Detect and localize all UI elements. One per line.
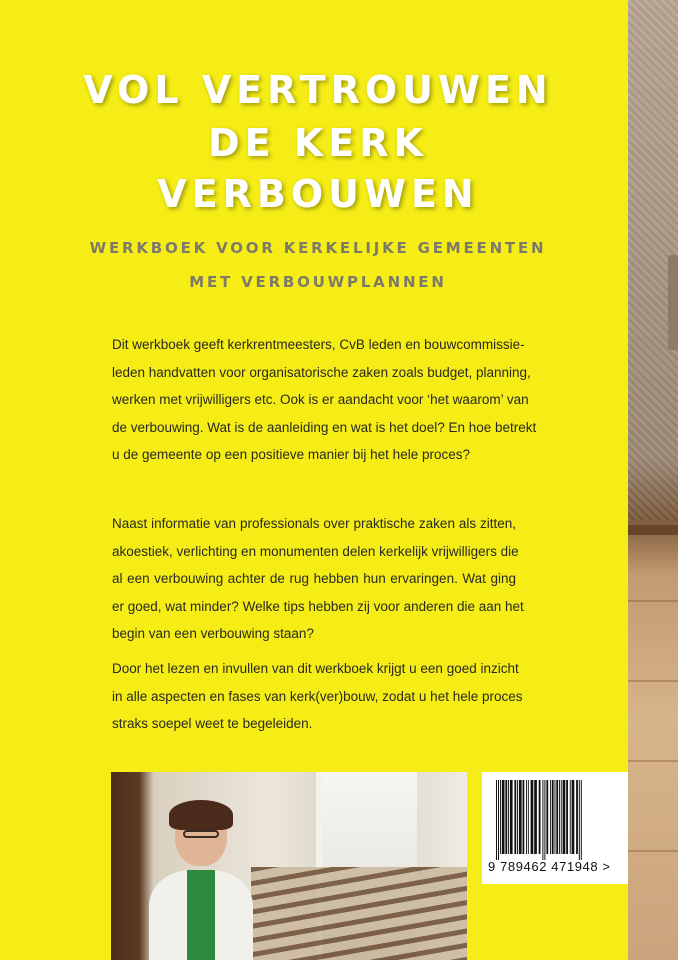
title-line-1: VOL VERTROUWEN <box>83 68 553 112</box>
title-line-3: VERBOUWEN <box>157 172 479 216</box>
barcode-bar <box>519 780 522 854</box>
barcode-bar <box>539 780 541 854</box>
text-line: er goed, wat minder? Welke tips hebben zij voor anderen die aan het <box>112 598 524 614</box>
text-line: leden handvatten voor organisatorische zaken zoals budget, planning, <box>112 364 531 380</box>
author-photo <box>111 772 467 960</box>
barcode-bars <box>494 780 616 860</box>
text-line: de verbouwing. Wat is de aanleiding en wat is het doel? En hoe betrekt <box>112 419 537 435</box>
barcode-bar <box>563 780 566 854</box>
barcode-bar <box>496 780 497 860</box>
barcode-bar <box>517 780 518 854</box>
text-line: straks soepel weet te begeleiden. <box>112 716 313 731</box>
author-figure <box>149 800 253 960</box>
barcode-bar <box>526 780 527 854</box>
text-line: al een verbouwing achter de rug hebben hun ervaringen. Wat ging <box>112 571 516 586</box>
barcode-bar <box>534 780 537 854</box>
barcode-bar <box>542 780 543 860</box>
barcode-bar <box>559 780 560 854</box>
isbn-digits: 9 789462 471948 > <box>488 859 611 874</box>
barcode-bar <box>500 780 501 854</box>
church-interior-photo <box>628 0 678 960</box>
barcode-bar <box>546 780 548 854</box>
text-line: in alle aspecten en fases van kerk(ver)bouw, zodat u het hele proces <box>112 688 523 704</box>
barcode-bar <box>576 780 578 854</box>
barcode-bar <box>523 780 525 854</box>
barcode-bar <box>556 780 558 854</box>
subtitle-line-2: MET VERBOUWPLANNEN <box>189 273 447 291</box>
barcode-bar <box>502 780 505 854</box>
barcode-bar <box>531 780 534 854</box>
text-line: u de gemeente op een positieve manier bij het hele proces? <box>112 447 470 462</box>
text-line: Door het lezen en invullen van dit werkboek krijgt u een goed inzicht <box>112 661 519 676</box>
barcode-bar <box>544 780 545 860</box>
isbn-barcode <box>482 772 628 884</box>
barcode-bar <box>498 780 499 860</box>
barcode-bar <box>566 780 568 854</box>
barcode-bar <box>570 780 571 854</box>
barcode-bar <box>581 780 582 860</box>
paragraph-professionals <box>112 510 524 648</box>
subtitle-line-1: WERKBOEK VOOR KERKELIJKE GEMEENTEN <box>89 239 547 257</box>
title-line-2: DE KERK <box>208 121 428 165</box>
church-pews <box>251 867 467 960</box>
text-line: begin van een verbouwing staan? <box>112 626 314 641</box>
barcode-bar <box>561 780 562 854</box>
text-line: akoestiek, verlichting en monumenten delen kerkelijk vrijwilligers die <box>112 543 519 559</box>
barcode-bar <box>508 780 509 854</box>
text-line: werken met vrijwilligers etc. Ook is er aandacht voor ‘het waarom’ van <box>112 392 529 407</box>
barcode-bar <box>528 780 529 854</box>
text-line: Dit werkboek geeft kerkrentmeesters, CvB leden en bouwcommissie- <box>112 337 525 352</box>
barcode-bar <box>505 780 507 854</box>
barcode-bar <box>572 780 575 854</box>
barcode-bar <box>579 780 580 860</box>
barcode-bar <box>510 780 513 854</box>
barcode-bar <box>552 780 554 854</box>
barcode-bar <box>514 780 516 854</box>
paragraph-intro <box>112 331 537 469</box>
paragraph-conclusion <box>112 655 523 738</box>
text-line: Naast informatie van professionals over praktische zaken als zitten, <box>112 516 516 531</box>
barcode-bar <box>550 780 551 854</box>
barcode-bar <box>555 780 556 854</box>
